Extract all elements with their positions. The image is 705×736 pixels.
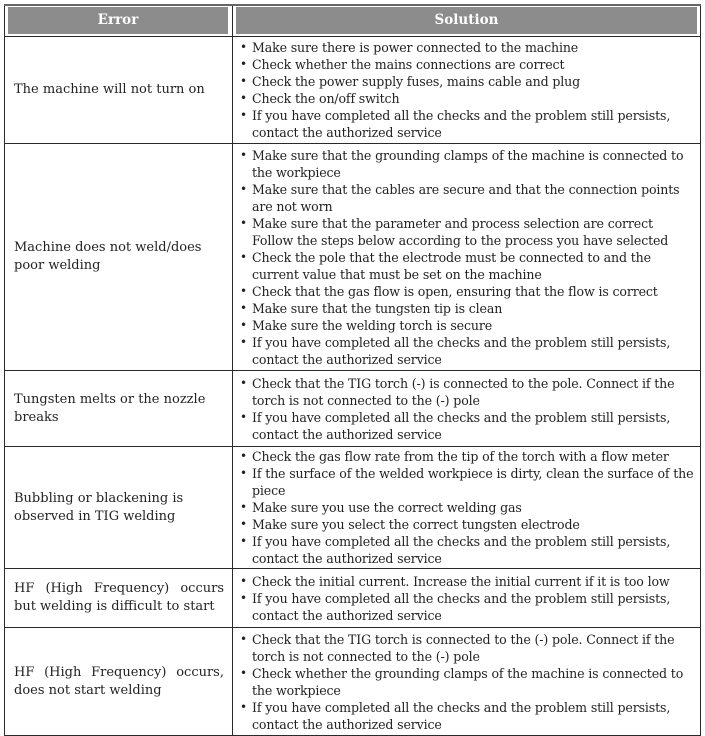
bullet-icon: • xyxy=(240,573,247,588)
solution-text: Make sure that the cables are secure and that the connection points are not worn xyxy=(252,181,680,214)
solution-text: Make sure that the parameter and process selection are correct Follow the steps below according to the process you have selected xyxy=(252,215,669,248)
solution-list-item xyxy=(238,499,696,516)
solution-cell xyxy=(233,569,701,628)
solution-list-item xyxy=(238,56,696,73)
solution-cell xyxy=(233,447,701,569)
solution-header-label: Solution xyxy=(236,7,697,34)
solution-text: If you have completed all the checks and the problem still persists, contact the authorized service xyxy=(252,334,671,367)
bullet-icon: • xyxy=(240,334,247,349)
bullet-icon: • xyxy=(240,249,247,264)
solution-list-item xyxy=(238,249,696,283)
solution-list-item xyxy=(238,631,696,665)
solution-list-item xyxy=(238,699,696,733)
error-cell: Tungsten melts or the nozzle breaks xyxy=(5,371,233,447)
solution-text: Make sure that the tungsten tip is clean xyxy=(252,300,503,316)
bullet-icon: • xyxy=(240,534,247,548)
error-header-label: Error xyxy=(8,7,228,34)
bullet-icon: • xyxy=(240,500,247,514)
solution-text: Make sure the welding torch is secure xyxy=(252,317,493,333)
solution-text: If you have completed all the checks and the problem still persists, contact the authorized service xyxy=(252,534,671,566)
solution-list-item xyxy=(238,39,696,56)
solution-cell xyxy=(233,144,701,371)
bullet-icon: • xyxy=(240,108,247,122)
solution-list xyxy=(238,573,696,624)
solution-list-item xyxy=(238,448,696,465)
solution-list-item xyxy=(238,283,696,300)
solution-list xyxy=(238,448,696,567)
table-row xyxy=(5,447,701,569)
solution-list-item xyxy=(238,409,696,443)
error-cell: HF (High Frequency) occurs but welding is difficult to start xyxy=(5,569,233,628)
solution-list-item xyxy=(238,317,696,334)
solution-list-item xyxy=(238,107,696,141)
solution-column-header xyxy=(233,5,701,37)
solution-list-item xyxy=(238,465,696,499)
bullet-icon: • xyxy=(240,57,247,71)
solution-list-item xyxy=(238,90,696,107)
bullet-icon: • xyxy=(240,300,247,315)
bullet-icon: • xyxy=(240,317,247,332)
bullet-icon: • xyxy=(240,215,247,230)
solution-text: Check the pole that the electrode must be connected to and the current value that must be set on the machine xyxy=(252,249,651,282)
solution-text: Check the power supply fuses, mains cable and plug xyxy=(252,74,581,89)
solution-text: Check the initial current. Increase the initial current if it is too low xyxy=(252,573,670,589)
table-row xyxy=(5,144,701,371)
solution-list-item xyxy=(238,533,696,567)
solution-list-item xyxy=(238,590,696,624)
bullet-icon: • xyxy=(240,665,247,680)
table-body xyxy=(5,37,701,736)
solution-text: If you have completed all the checks and the problem still persists, contact the authorized service xyxy=(252,699,671,732)
bullet-icon: • xyxy=(240,40,247,54)
bullet-icon: • xyxy=(240,147,247,162)
bullet-icon: • xyxy=(240,375,247,390)
error-column-header xyxy=(5,5,233,37)
solution-list xyxy=(238,147,696,368)
bullet-icon: • xyxy=(240,283,247,298)
solution-text: If you have completed all the checks and the problem still persists, contact the authorized service xyxy=(252,590,671,623)
solution-text: Check that the gas flow is open, ensuring that the flow is correct xyxy=(252,283,658,299)
error-cell: HF (High Frequency) occurs, does not start welding xyxy=(5,628,233,736)
solution-text: If the surface of the welded workpiece is dirty, clean the surface of the piece xyxy=(252,466,694,498)
solution-list-item xyxy=(238,300,696,317)
solution-text: If you have completed all the checks and the problem still persists, contact the authorized service xyxy=(252,409,671,442)
bullet-icon: • xyxy=(240,699,247,714)
table-row xyxy=(5,37,701,144)
solution-text: Make sure you select the correct tungsten electrode xyxy=(252,517,580,532)
table-row xyxy=(5,371,701,447)
error-cell: Bubbling or blackening is observed in TIG welding xyxy=(5,447,233,569)
bullet-icon: • xyxy=(240,449,247,463)
solution-list xyxy=(238,631,696,733)
troubleshooting-table xyxy=(4,4,700,736)
error-cell: Machine does not weld/does poor welding xyxy=(5,144,233,371)
bullet-icon: • xyxy=(240,517,247,531)
bullet-icon: • xyxy=(240,631,247,646)
solution-text: Check the on/off switch xyxy=(252,91,400,106)
solution-text: Make sure that the grounding clamps of the machine is connected to the workpiece xyxy=(252,147,684,180)
bullet-icon: • xyxy=(240,466,247,480)
solution-text: Check whether the grounding clamps of the machine is connected to the workpiece xyxy=(252,665,684,698)
solution-list-item xyxy=(238,375,696,409)
table-header-row xyxy=(5,5,701,37)
solution-cell xyxy=(233,371,701,447)
solution-text: Check whether the mains connections are correct xyxy=(252,57,565,72)
solution-cell xyxy=(233,37,701,144)
bullet-icon: • xyxy=(240,181,247,196)
solution-list xyxy=(238,375,696,443)
solution-text: Check that the TIG torch is connected to the (-) pole. Connect if the torch is not connected to the (-) pole xyxy=(252,631,675,664)
bullet-icon: • xyxy=(240,74,247,88)
solution-cell xyxy=(233,628,701,736)
table-row xyxy=(5,628,701,736)
solution-list-item xyxy=(238,147,696,181)
solution-list-item xyxy=(238,181,696,215)
solution-text: Check the gas flow rate from the tip of the torch with a flow meter xyxy=(252,449,669,464)
bullet-icon: • xyxy=(240,91,247,105)
error-cell: The machine will not turn on xyxy=(5,37,233,144)
solution-list-item xyxy=(238,334,696,368)
solution-list-item xyxy=(238,573,696,590)
solution-text: Make sure there is power connected to the machine xyxy=(252,40,579,55)
solution-list-item xyxy=(238,215,696,249)
solution-text: Check that the TIG torch (-) is connected to the pole. Connect if the torch is not connected to the (-) pole xyxy=(252,375,675,408)
solution-list-item xyxy=(238,73,696,90)
solution-list-item xyxy=(238,516,696,533)
solution-list-item xyxy=(238,665,696,699)
solution-text: Make sure you use the correct welding gas xyxy=(252,500,522,515)
solution-list xyxy=(238,39,696,141)
solution-text: If you have completed all the checks and the problem still persists, contact the authorized service xyxy=(252,108,671,140)
troubleshooting-table-grid xyxy=(4,4,701,736)
bullet-icon: • xyxy=(240,590,247,605)
bullet-icon: • xyxy=(240,409,247,424)
table-row xyxy=(5,569,701,628)
